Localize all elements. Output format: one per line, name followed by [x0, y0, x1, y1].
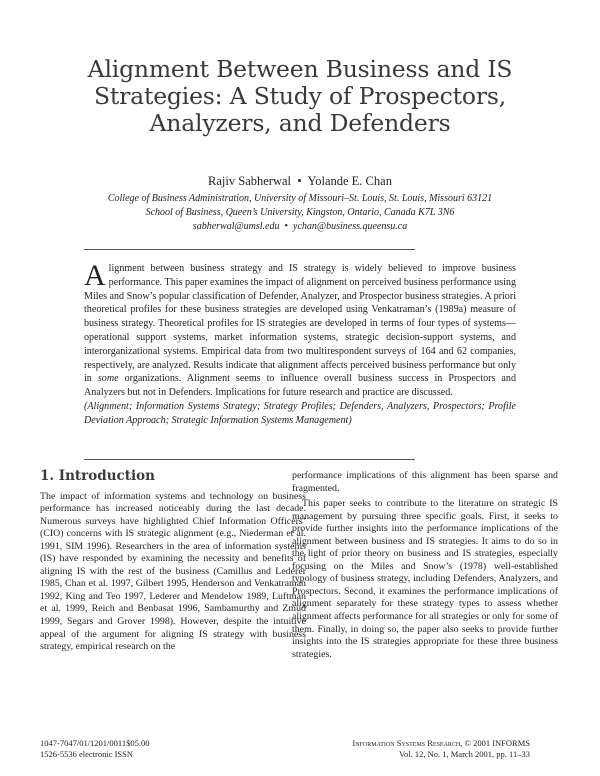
- divider: [84, 249, 415, 250]
- title-line: Alignment Between Business and IS: [87, 55, 513, 83]
- paper-title: [40, 56, 560, 137]
- footer-journal: [352, 738, 530, 759]
- footer-line: 1526-5536 electronic ISSN: [40, 748, 134, 759]
- title-line: Strategies: A Study of Prospectors,: [94, 82, 506, 110]
- email-separator: •: [284, 221, 289, 232]
- email[interactable]: sabherwal@umsl.edu: [192, 221, 280, 232]
- footer-line: 1047-7047/01/1201/0011$05.00: [40, 738, 150, 748]
- paragraph: The impact of information systems and technology on business performance has increased noticeably during the last decade. Numerous surveys have highlighted Chief Information Officers’ (CIO) concerns with IS strategic alignment (e.g., Niederman et al. 1991, SIM 1996). Researchers in the area of information systems (IS) have responded by examining the necessity and benefits of aligning IS with the rest of the business (Camillus and Lederer 1985, Chan et al. 1997, Gilbert 1995, Henderson and Venkatraman 1992, King and Teo 1997, Lederer and Mendelow 1989, Luftman et al. 1999, Reich and Benbasat 1996, Sambamurthy and Zmud 1999, Segars and Grover 1998). However, despite the intuitive appeal of the argument for aligning IS strategy with business strategy, empirical research on the: [40, 490, 306, 653]
- affiliation-1: College of Business Administration, University of Missouri–St. Louis, St. Louis, Missouri 63121: [107, 193, 493, 204]
- author-separator: •: [297, 174, 302, 188]
- author-line: [40, 174, 560, 189]
- column-right: [292, 470, 558, 661]
- affiliation-2: School of Business, Queen’s University, Kingston, Ontario, Canada K7L 3N6: [145, 207, 455, 218]
- drop-cap: A: [84, 259, 106, 292]
- abstract-text: lignment between business strategy and IS strategy is widely believed to improve business performance. This paper examines the impact of alignment on perceived business performance using Miles and Snow’s popular classification of Defender, Analyzer, and Prospector business strategies. A priori theoretical profiles for these business strategies are developed using Venkatraman’s (1989a) measure of business strategy. Theoretical profiles for IS strategies are developed in terms of four types of systems—operational support systems, market information systems, strategic decision-support systems, and interorganizational systems. Empirical data from two multirespondent surveys of 164 and 62 companies, respectively, are analyzed. Results indicate that alignment affects perceived business performance but only in: [84, 263, 517, 385]
- keywords: (Alignment; Information Systems Strategy; Strategy Profiles; Defenders, Analyzers, Prospectors; Profile Deviation Approach; Strategic Information Systems Management): [84, 400, 516, 426]
- journal-issue: Vol. 12, No. 1, March 2001, pp. 11–33: [398, 748, 530, 759]
- abstract: [84, 259, 517, 428]
- paragraph: performance implications of this alignment has been sparse and fragmented.: [292, 470, 558, 494]
- abstract-emphasis: some: [97, 373, 119, 385]
- author-name: Yolande E. Chan: [307, 174, 392, 188]
- title-line: Analyzers, and Defenders: [149, 109, 451, 137]
- journal-name: Information Systems Research, © 2001 INFORMS: [352, 738, 530, 748]
- footer-issn: [40, 738, 149, 759]
- abstract-text: organizations. Alignment seems to influence overall business success in Prospectors and Analyzers but not in Defenders. Implications for future research and practice are discussed.: [84, 373, 516, 399]
- column-left: [40, 470, 306, 654]
- section-heading: 1. Introduction: [40, 468, 155, 484]
- email[interactable]: ychan@business.queensu.ca: [293, 221, 408, 232]
- author-emails: [40, 221, 560, 232]
- divider: [84, 459, 415, 460]
- author-name: Rajiv Sabherwal: [208, 174, 292, 188]
- paragraph: This paper seeks to contribute to the literature on strategic IS management by pursuing three specific goals. First, it seeks to provide further insights into the performance implications of the alignment between business and IS strategies. It aims to do so in the light of prior theory on business and IS strategies, especially focusing on the Miles and Snow’s (1978) well-established typology of business strategy, including Defenders, Analyzers, and Prospectors. Second, it examines the performance implications of alignment separately for these strategy types to assess whether alignment affects performance for all strategies or only for some of them. Finally, in doing so, the paper also seeks to provide further insights into the IS strategies appropriate for these three business strategies.: [292, 498, 558, 660]
